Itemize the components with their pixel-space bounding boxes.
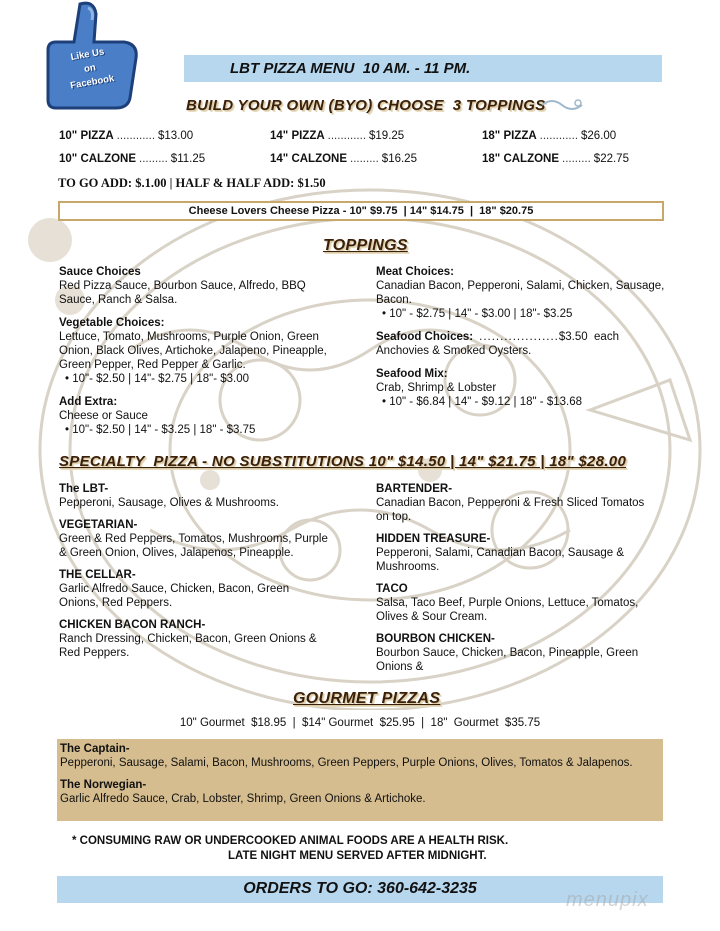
specialty-item-name: BOURBON CHICKEN- [376,633,495,645]
specialty-item-name: CHICKEN BACON RANCH- [59,619,206,631]
specialty-item [59,518,329,560]
byo-price-item [270,153,450,165]
specialty-item-name: VEGETARIAN- [59,519,138,531]
late-night-notice: LATE NIGHT MENU SERVED AFTER MIDNIGHT. [228,850,487,862]
gourmet-item-name: The Captain- [60,743,130,755]
specialty-item [376,632,646,674]
topping-group-body: Cheese or Sauce [59,410,148,422]
specialty-item [59,618,329,660]
menupix-watermark: menupix [566,889,649,911]
topping-group-body: Crab, Shrimp & Lobster [376,382,497,394]
gourmet-item [60,742,660,770]
byo-title: BUILD YOUR OWN (BYO) CHOOSE 3 TOPPINGS [186,97,546,114]
specialty-item [59,482,329,510]
price-dots: ............ [116,130,156,142]
price-label: 18" CALZONE [482,153,560,165]
gourmet-item-desc: Pepperoni, Sausage, Salami, Bacon, Mushrooms, Green Peppers, Purple Onions, Olives, Tomatos & Jalapenos. [60,757,633,769]
topping-group [376,330,666,358]
topping-group-price: • 10"- $2.50 | 14" - $3.25 | 18" - $3.75 [65,424,256,436]
health-risk-notice: * CONSUMING RAW OR UNDERCOOKED ANIMAL FOODS ARE A HEALTH RISK. [72,835,509,847]
toppings-right-column [376,265,666,418]
gourmet-item-name: The Norwegian- [60,779,147,791]
specialty-item-name: BARTENDER- [376,483,453,495]
price-value: $11.25 [170,153,206,165]
heading-text: Add Extra: [59,396,118,408]
specialty-item-desc: Pepperoni, Sausage, Olives & Mushrooms. [59,497,279,509]
toppings-title: TOPPINGS [323,237,408,254]
gourmet-item [60,778,660,806]
topping-group-heading [376,330,666,344]
byo-price-item [482,153,662,165]
price-value: $16.25 [381,153,417,165]
specialty-item-desc: Salsa, Taco Beef, Purple Onions, Lettuce, Tomatos, Olives & Sour Cream. [376,597,639,623]
topping-group-price: • 10" - $6.84 | 14" - $9.12 | 18" - $13.68 [382,396,582,408]
price-value: $13.00 [158,130,194,142]
specialty-item-desc: Pepperoni, Salami, Canadian Bacon, Sausage & Mushrooms. [376,547,625,573]
topping-group [59,316,329,386]
topping-group-heading [59,395,329,409]
specialty-item-desc: Bourbon Sauce, Chicken, Bacon, Pineapple, Green Onions & [376,647,639,673]
gourmet-title: GOURMET PIZZAS [293,690,441,707]
badge-line-1: Like Us [69,46,106,64]
topping-group [59,265,329,307]
topping-group-body: Anchovies & Smoked Oysters. [376,345,532,357]
specialty-item-name: HIDDEN TREASURE- [376,533,491,545]
topping-group-heading [376,265,666,279]
page-title: LBT PIZZA MENU 10 AM. - 11 PM. [230,60,471,77]
price-dots: ......... [139,153,168,165]
price-label: 10" CALZONE [59,153,137,165]
topping-group-price: • 10" - $2.75 | 14" - $3.00 | 18"- $3.25 [382,308,573,320]
topping-group-heading [59,316,329,330]
price-label: 14" CALZONE [270,153,348,165]
specialty-item-desc: Ranch Dressing, Chicken, Bacon, Green Onions & Red Peppers. [59,633,317,659]
specialty-item [59,568,329,610]
price-dots: ......... [562,153,591,165]
specialty-item [376,582,646,624]
topping-group [376,265,666,321]
topping-group-price: • 10"- $2.50 | 14"- $2.75 | 18"- $3.00 [65,373,250,385]
specialty-title: SPECIALTY PIZZA - NO SUBSTITUTIONS 10" $14.50 | 14" $21.75 | 18" $28.00 [59,453,627,470]
heading-text: Seafood Choices: [376,331,474,343]
topping-group [376,367,666,409]
heading-price: $3.50 each [558,331,619,343]
topping-group-body: Canadian Bacon, Pepperoni, Salami, Chicken, Sausage, Bacon. [376,280,665,306]
facebook-like-badge[interactable] [42,0,144,110]
specialty-item-desc: Canadian Bacon, Pepperoni & Fresh Sliced Tomatos on top. [376,497,645,523]
heading-text: Seafood Mix: [376,368,448,380]
specialty-item-name: TACO [376,583,408,595]
price-dots: ............ [327,130,367,142]
specialty-item [376,482,646,524]
price-value: $19.25 [369,130,405,142]
specialty-item-desc: Garlic Alfredo Sauce, Chicken, Bacon, Green Onions, Red Peppers. [59,583,290,609]
gourmet-prices: 10" Gourmet $18.95 | $14" Gourmet $25.95 | 18" Gourmet $35.75 [179,717,541,729]
cheese-lovers-text: Cheese Lovers Cheese Pizza - 10" $9.75 | 14" $14.75 | 18" $20.75 [188,205,534,217]
specialty-left-column [59,482,329,668]
specialty-item-name: The LBT- [59,483,109,495]
price-dots: ............ [539,130,579,142]
heading-text: Meat Choices: [376,266,454,278]
orders-to-go-phone[interactable]: ORDERS TO GO: 360-642-3235 [243,880,477,897]
price-label: 14" PIZZA [270,130,325,142]
price-dots: ......... [350,153,379,165]
gourmet-item-desc: Garlic Alfredo Sauce, Crab, Lobster, Shrimp, Green Onions & Artichoke. [60,793,426,805]
swirl-ornament-icon [540,96,586,114]
badge-line-3: Facebook [69,73,116,92]
topping-group-body: Red Pizza Sauce, Bourbon Sauce, Alfredo, BBQ Sauce, Ranch & Salsa. [59,280,306,306]
heading-dots: ................... [479,331,559,343]
specialty-item-name: THE CELLAR- [59,569,136,581]
price-value: $22.75 [593,153,629,165]
byo-price-item [59,130,239,142]
specialty-item [376,532,646,574]
price-label: 18" PIZZA [482,130,537,142]
byo-price-item [59,153,239,165]
badge-line-2: on [83,62,97,75]
topping-group-heading [376,367,666,381]
heading-text: Vegetable Choices: [59,317,165,329]
topping-group-body: Lettuce, Tomato, Mushrooms, Purple Onion, Green Onion, Black Olives, Artichoke, Jalapeno, Pineapple, Green Pepper, Red Pepper & Garlic. [59,331,327,371]
price-label: 10" PIZZA [59,130,114,142]
specialty-right-column [376,482,646,682]
topping-group [59,395,329,437]
byo-price-item [482,130,662,142]
topping-group-heading [59,265,329,279]
price-value: $26.00 [581,130,617,142]
toppings-left-column [59,265,329,446]
gourmet-items-box [57,739,663,821]
specialty-item-desc: Green & Red Peppers, Tomatos, Mushrooms, Purple & Green Onion, Olives, Jalapenos, Pineapple. [59,533,328,559]
byo-price-item [270,130,450,142]
heading-text: Sauce Choices [59,266,141,278]
byo-addons: TO GO ADD: $.1.00 | HALF & HALF ADD: $1.50 [58,176,326,190]
